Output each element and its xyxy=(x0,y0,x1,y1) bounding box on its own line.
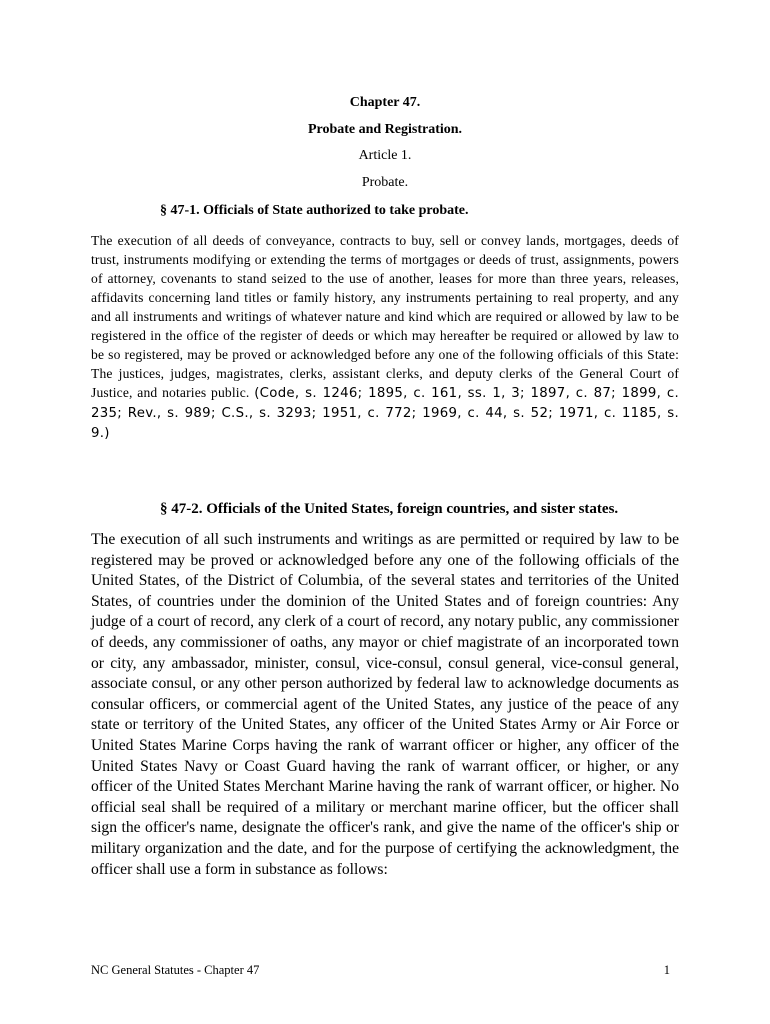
footer-document-name: NC General Statutes - Chapter 47 xyxy=(91,963,260,977)
chapter-title: Probate and Registration. xyxy=(307,122,463,137)
section-47-1-text: The execution of all deeds of conveyance, contracts to buy, sell or convey lands, mortgages, deeds of trust, instruments modifying or extending the terms of mortgages or deeds of trust, assignments, powers of attorney, covenants to stand seized to the use of another, leases for more than three years, releases, affidavits concerning land titles or family history, any instruments pertaining to real property, and any and all instruments and writings of whatever nature and kind which are required or allowed by law to be registered in the office of the register of deeds or which may hereafter be required or allowed by law to be so registered, may be proved or acknowledged before any one of the following officials of this State: The justices, judges, magistrates, clerks, assistant clerks, and deputy clerks of the General Court of Justice, and notaries public. xyxy=(91,233,679,400)
chapter-number: Chapter 47. xyxy=(349,95,421,110)
footer-page-number: 1 xyxy=(663,963,670,977)
section-47-1-citation: (Code, s. 1246; 1895, c. 161, ss. 1, 3; 1897, c. 87; 1899, c. 235; Rev., s. 989; C.S., s. 3293; 1951, c. 772; 1969, c. 44, s. 52; 1971, c. 1185, s. 9.) xyxy=(91,386,679,441)
section-47-2-heading: § 47-2. Officials of the United States, foreign countries, and sister states. xyxy=(160,501,619,517)
section-47-1-heading: § 47-1. Officials of State authorized to take probate. xyxy=(160,203,469,218)
article-number: Article 1. xyxy=(358,148,412,163)
article-title: Probate. xyxy=(361,175,409,190)
section-47-1-body xyxy=(91,231,679,443)
section-47-2-body: The execution of all such instruments and writings as are permitted or required by law to be registered may be proved or acknowledged before any one of the following officials of the United States, of the District of Columbia, of the several states and territories of the United States, of countries under the dominion of the United States and of foreign countries: Any judge of a court of record, any clerk of a court of record, any notary public, any commissioner of deeds, any commissioner of oaths, any mayor or chief magistrate of an incorporated town or city, any ambassador, minister, consul, vice-consul, consul general, vice-consul general, associate consul, or any other person authorized by federal law to acknowledge documents as consular officers, or commercial agent of the United States, any justice of the peace of any state or territory of the United States, any officer of the United States Army or Air Force or United States Marine Corps having the rank of warrant officer or higher, any officer of the United States Navy or Coast Guard having the rank of warrant officer, or higher, or any officer of the United States Merchant Marine having the rank of warrant officer, or higher. No official seal shall be required of a military or merchant marine officer, but the officer shall sign the officer's name, designate the officer's rank, and give the name of the officer's ship or military organization and the date, and for the purpose of certifying the acknowledgment, the officer shall use a form in substance as follows: xyxy=(91,531,679,878)
